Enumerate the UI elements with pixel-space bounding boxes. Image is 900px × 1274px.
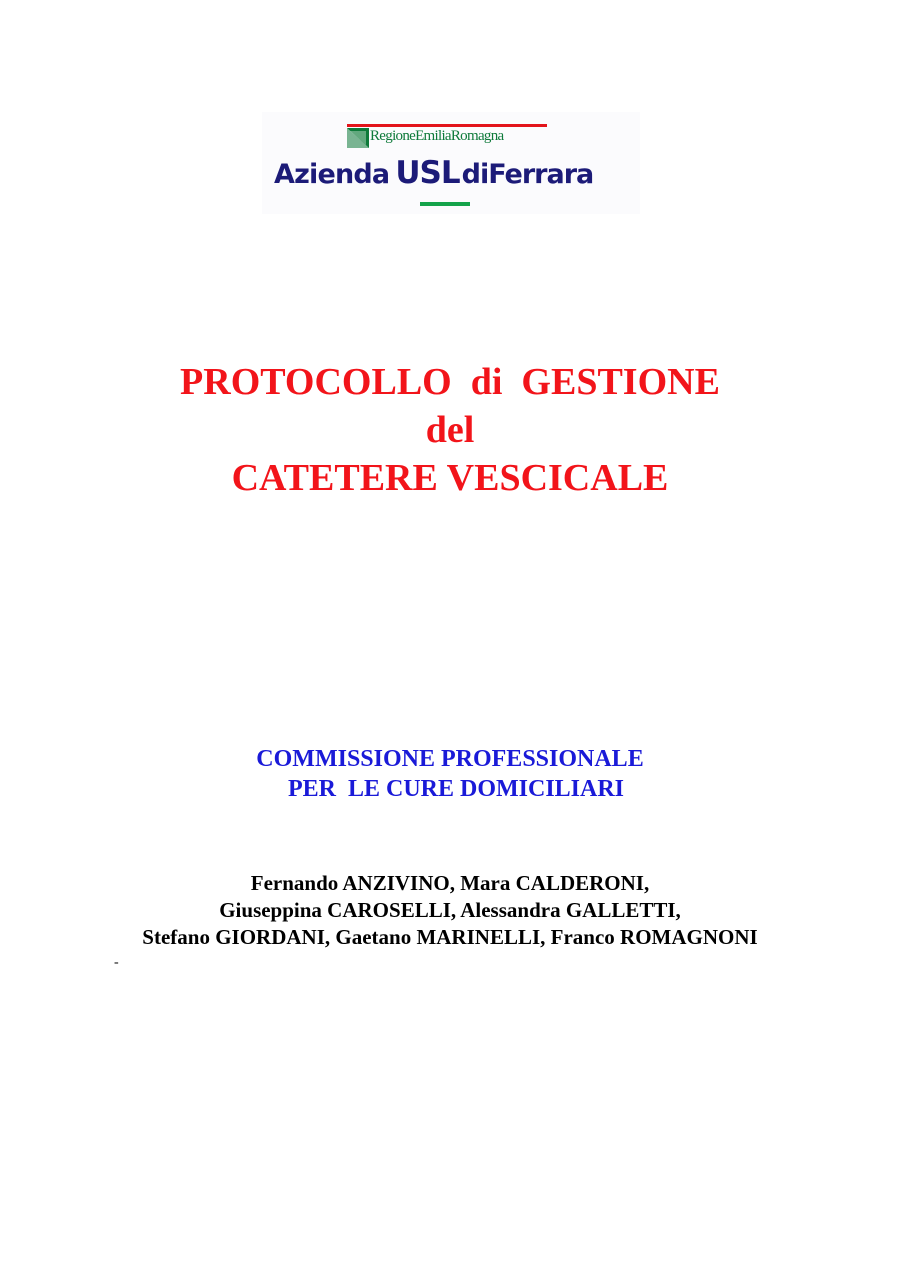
authors-line-3: Stefano GIORDANI, Gaetano MARINELLI, Franco ROMAGNONI (142, 925, 758, 949)
ausl-ferrara-logo (262, 112, 640, 214)
regione-emilia-romagna-logo (347, 122, 552, 150)
region-red-line (347, 124, 547, 127)
azienda-word: Azienda (274, 159, 390, 190)
usl-word: USL (395, 155, 460, 191)
usl-green-underline (420, 202, 470, 206)
authors-line-1: Fernando ANZIVINO, Mara CALDERONI, (250, 871, 650, 895)
title-line-1: PROTOCOLLO di GESTIONE (180, 361, 720, 403)
emilia-romagna-region-icon (347, 128, 369, 148)
document-title (0, 358, 900, 502)
commission-line-1: COMMISSIONE PROFESSIONALE (256, 746, 644, 772)
azienda-usl-wordmark (274, 155, 594, 191)
stray-dash-mark: - (114, 955, 119, 970)
title-line-3: CATETERE VESCICALE (231, 457, 669, 499)
authors-line-2: Giuseppina CAROSELLI, Alessandra GALLETTI, (219, 898, 681, 922)
authors-list (0, 870, 900, 951)
commission-heading (0, 744, 900, 804)
title-line-2: del (425, 409, 475, 451)
commission-line-2: PER LE CURE DOMICILIARI (275, 776, 625, 802)
ferrara-word: diFerrara (461, 159, 594, 190)
region-name: RegioneEmiliaRomagna (370, 128, 504, 144)
